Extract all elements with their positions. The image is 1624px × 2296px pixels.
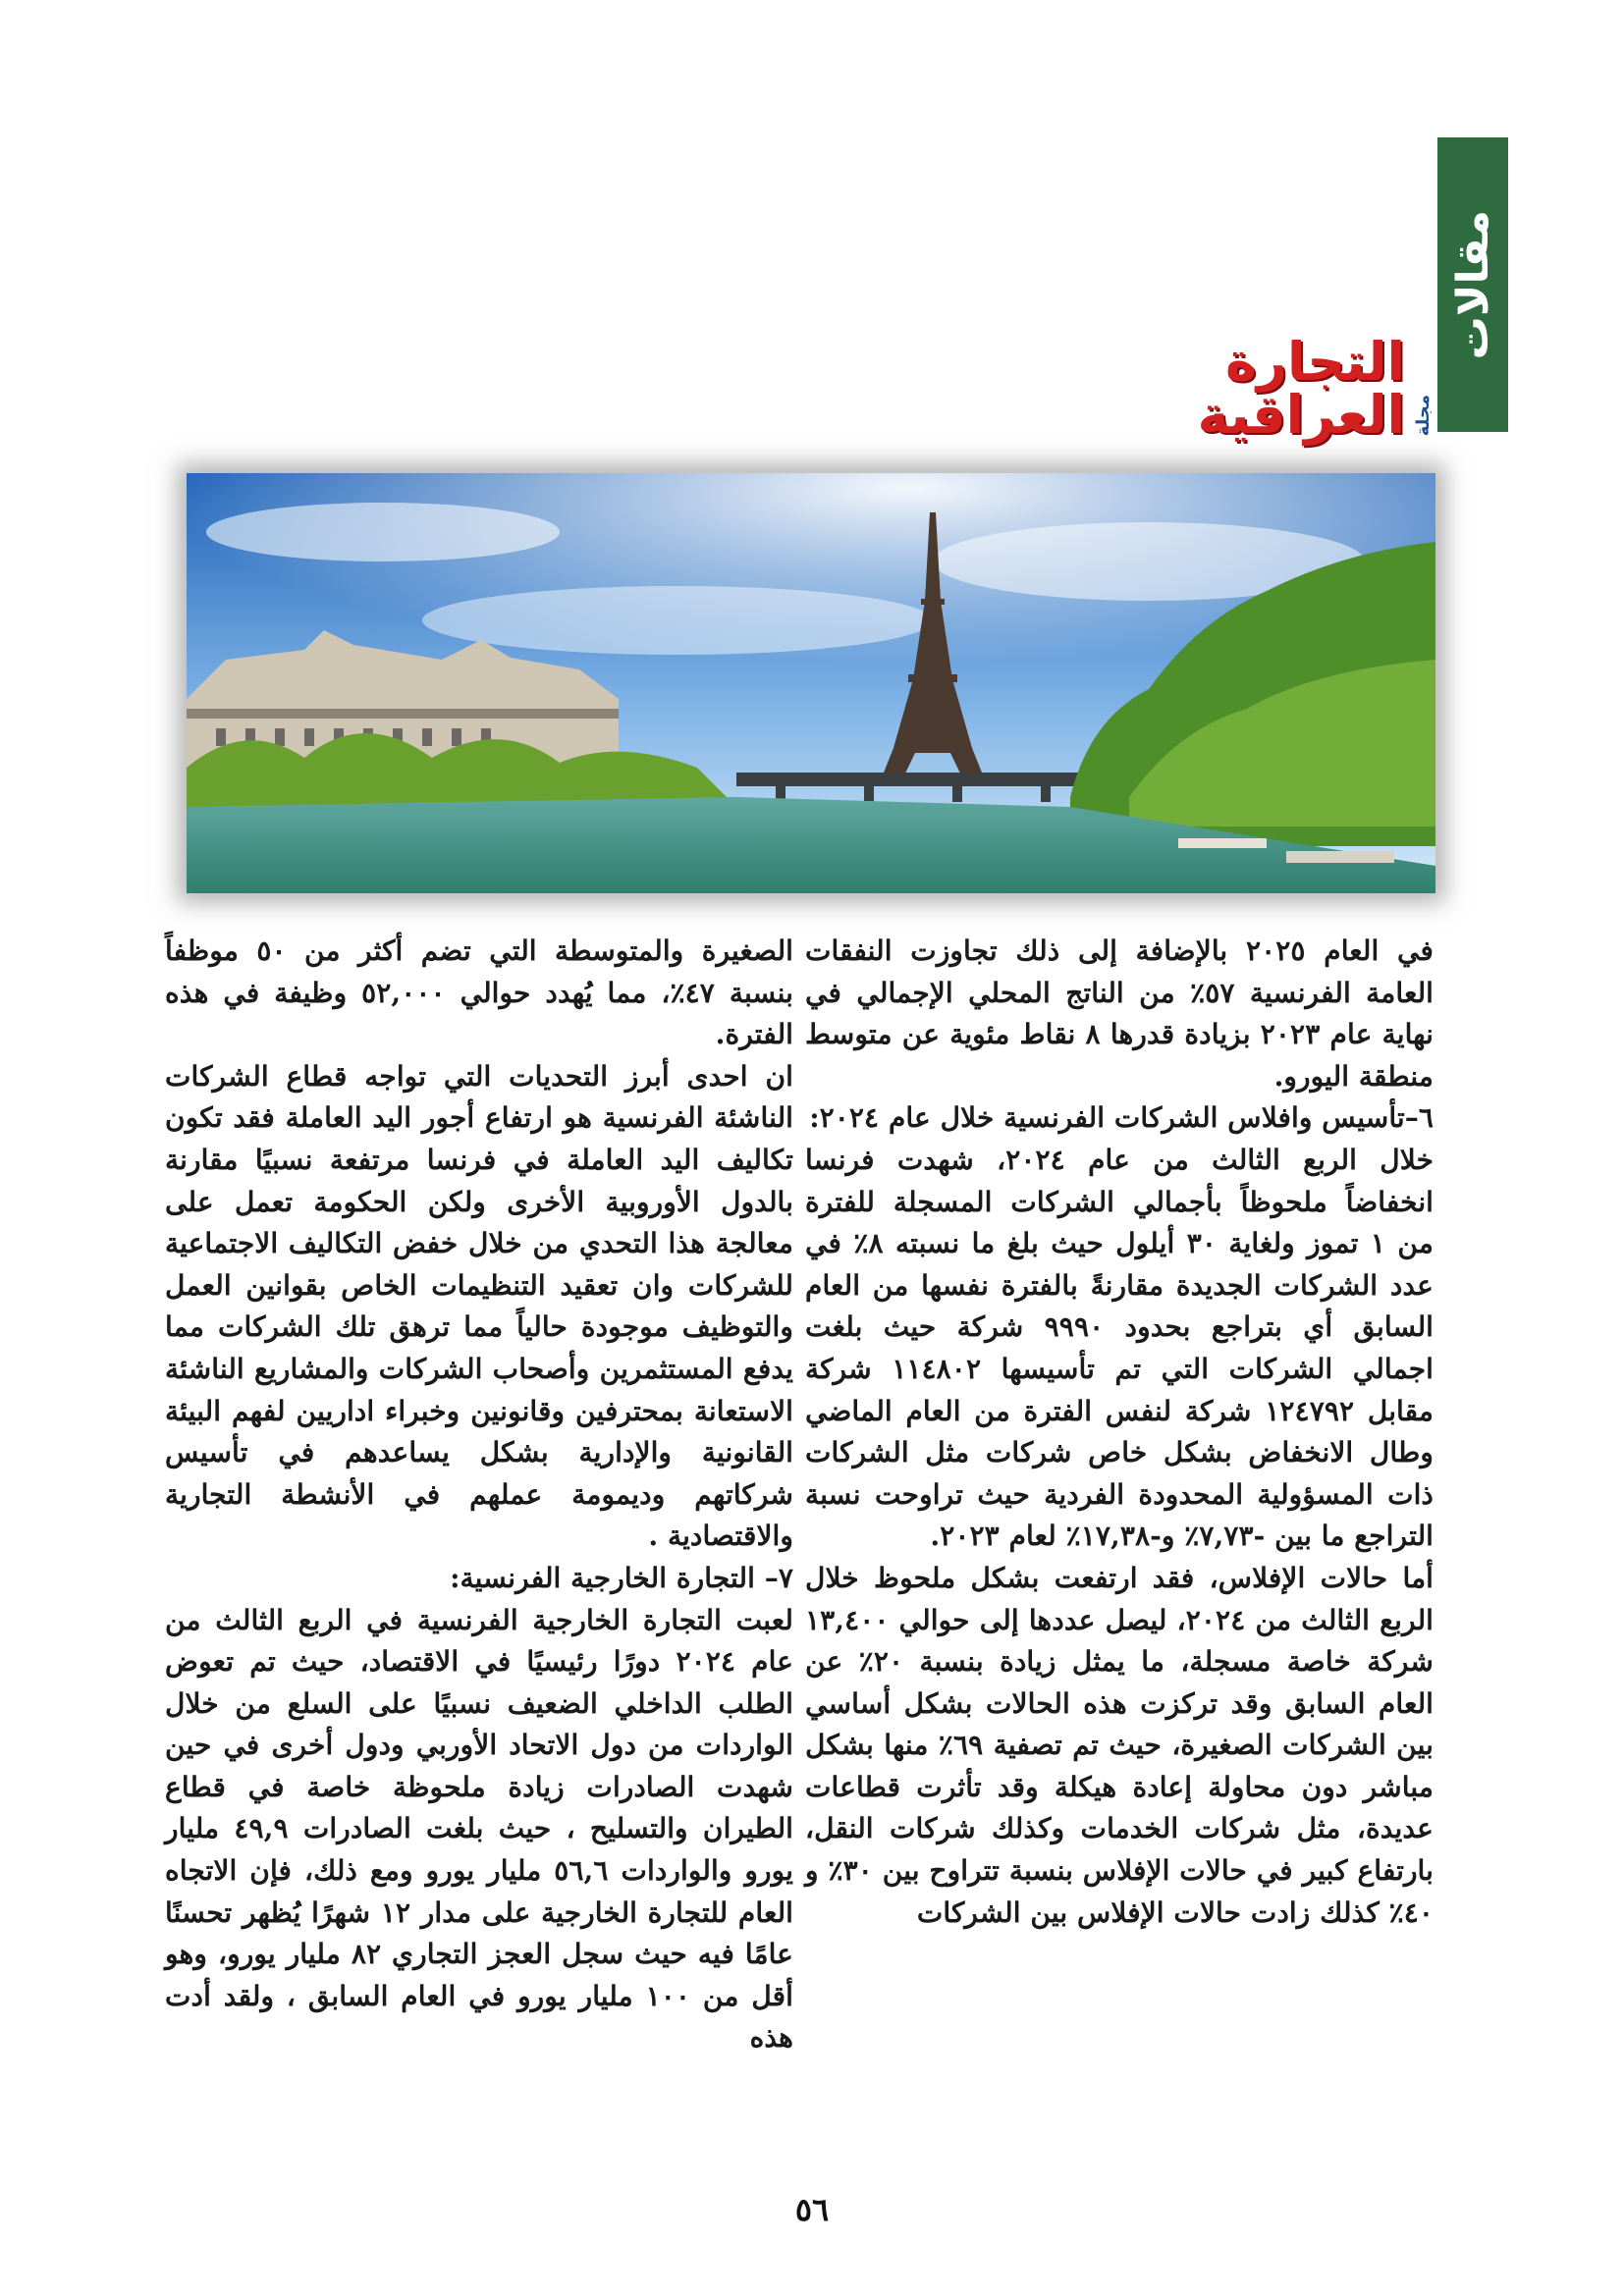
section-tab-label: مقالات [1447,209,1498,360]
section-heading: ٦–تأسيس وافلاس الشركات الفرنسية خلال عام ٢٠٢٤: [809,1101,1434,1135]
paragraph: أما حالات الإفلاس، فقد ارتفعت بشكل ملحوظ خلال الربع الثالث من ٢٠٢٤، ليصل عددها إلى حوالي ١٣,٤٠٠ شركة خاصة مسجلة، ما يمثل زيادة بنسبة ٢٠٪ عن العام السابق وقد تركزت هذه الحالات بشكل أساسي بين الشركات الصغيرة، حيث تم تصفية ٦٩٪ منها بشكل مباشر دون محاولة إعادة هيكلة وقد تأثرت قطاعات عديدة، مثل شركات الخدمات وكذلك شركات النقل، بارتفاع كبير في حالات الإفلاس بنسبة تتراوح بين ٣٠٪ و ٤٠٪ كذلك زادت حالات الإفلاس بين الشركات [805,1561,1435,1929]
paragraph: لعبت التجارة الخارجية الفرنسية في الربع الثالث من عام ٢٠٢٤ دورًا رئيسيًا في الاقتصاد، حيث تم تعوض الطلب الداخلي الضعيف نسبيًا على السلع من خلال الواردات من دول الاتحاد الأوربي ودول أخرى في حين شهدت الصادرات زيادة ملحوظة خاصة في قطاع الطيران والتسليح ، حيث بلغت الصادرات ٤٩,٩ مليار يورو والواردات ٥٦,٦ مليار يورو ومع ذلك، فإن الاتجاه العام للتجارة الخارجية على مدار ١٢ شهرًا يُظهر تحسنًا عامًا فيه حيث سجل العجز التجاري ٨٢ مليار يورو، وهو أقل من ١٠٠ مليار يورو في العام السابق ، ولقد أدت هذه [165,1603,793,2055]
logo-small-text: مجلة [1413,394,1434,436]
page-number: ٥٦ [794,2191,830,2228]
article-column-right [805,931,1434,1934]
magazine-logo [1090,331,1434,446]
paragraph: ان احدى أبرز التحديات التي تواجه قطاع الشركات الناشئة الفرنسية هو ارتفاع أجور اليد العاملة فقد تكون تكاليف اليد العاملة في فرنسا مرتفعة نسبيًا مقارنة بالدول الأوروبية الأخرى ولكن الحكومة تعمل على معالجة هذا التحدي من خلال خفض التكاليف الاجتماعية للشركات وان تعقيد التنظيمات الخاص بقوانين العمل والتوظيف موجودة حالياً مما ترهق تلك الشركات مما يدفع المستثمرين وأصحاب الشركات والمشاريع الناشئة الاستعانة بمحترفين وقانونين وخبراء اداريين لفهم البيئة القانونية والإدارية بشكل يساعدهم في تأسيس شركاتهم وديمومة عملهم في الأنشطة التجارية والاقتصادية . [165,1059,793,1553]
logo-main-text: التجارة العراقية [1197,331,1405,446]
paragraph: خلال الربع الثالث من عام ٢٠٢٤، شهدت فرنسا انخفاضاً ملحوظاً بأجمالي الشركات المسجلة للفترة من ١ تموز ولغاية ٣٠ أيلول حيث بلغ ما نسبته ٨٪ في عدد الشركات الجديدة مقارنةً بالفترة نفسها من العام السابق أي بتراجع بحدود ٩٩٩٠ شركة حيث بلغت اجمالي الشركات التي تم تأسيسها ١١٤٨٠٢ شركة مقابل ١٢٤٧٩٢ شركة لنفس الفترة من العام الماضي وطال الانخفاض بشكل خاص شركات مثل الشركات ذات المسؤولية المحدودة الفردية حيث تراوحت نسبة التراجع ما بين -٧,٧٣٪ و-١٧,٣٨٪ لعام ٢٠٢٣. [805,1143,1435,1553]
section-heading: ٧– التجارة الخارجية الفرنسية: [450,1561,793,1594]
paragraph: في العام ٢٠٢٥ بالإضافة إلى ذلك تجاوزت النفقات العامة الفرنسية ٥٧٪ من الناتج المحلي الإجمالي في نهاية عام ٢٠٢٣ بزيادة قدرها ٨ نقاط مئوية عن متوسط منطقة اليورو. [805,934,1435,1093]
article-column-left [165,931,793,2059]
paragraph: الصغيرة والمتوسطة التي تضم أكثر من ٥٠ موظفاً بنسبة ٤٧٪، مما يُهدد حوالي ٥٢,٠٠٠ وظيفة في هذه الفترة. [165,934,793,1051]
paris-eiffel-tower-seine-photo [187,473,1435,893]
section-tab [1437,137,1508,432]
